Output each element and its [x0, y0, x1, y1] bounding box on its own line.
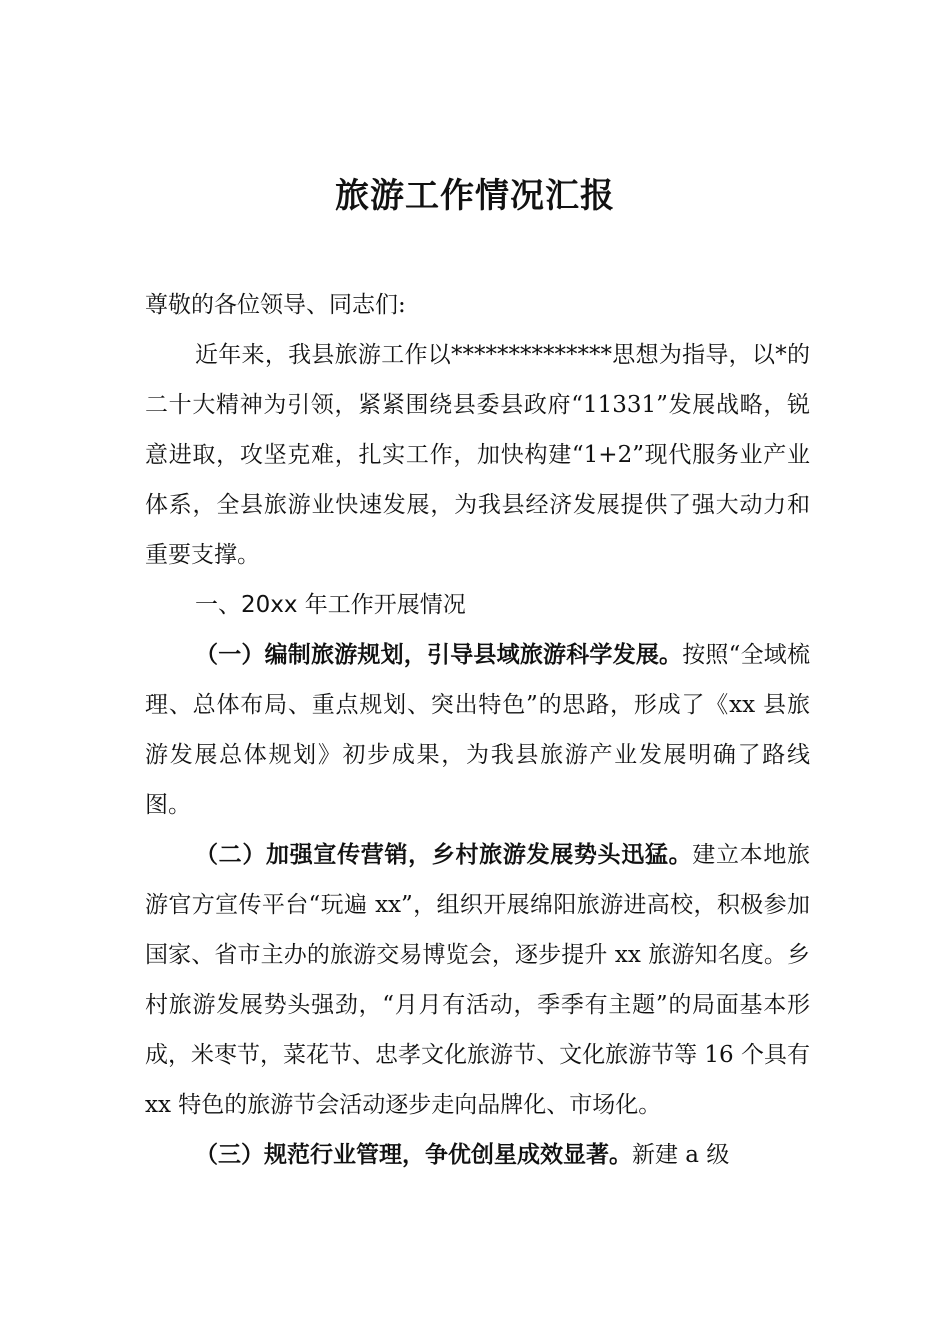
paragraph-item-3: [145, 1130, 810, 1180]
salutation: 尊敬的各位领导、同志们:: [145, 292, 406, 318]
intro-paragraph: 近年来，我县旅游工作以**************思想为指导，以*的二十大精神为引领，紧紧围绕县委县政府“11331”发展战略，锐意进取，攻坚克难，扎实工作，加快构建“1+2”现代服务业产业体系，全县旅游业快速发展，为我县经济发展提供了强大动力和重要支撑。: [145, 342, 810, 568]
paragraph-text: 新建 a 级: [632, 1142, 730, 1168]
paragraph-text: 按照“全域梳理、总体布局、重点规划、突出特色”的思路，形成了《xx 县旅游发展总体规划》初步成果，为我县旅游产业发展明确了路线图。: [145, 642, 810, 818]
paragraph-item-1: [145, 630, 810, 830]
paragraph-text: 建立本地旅游官方宣传平台“玩遍 xx”，组织开展绵阳旅游进高校，积极参加国家、省市主办的旅游交易博览会，逐步提升 xx 旅游知名度。乡村旅游发展势头强劲，“月月有活动，季季有主题”的局面基本形成，米枣节，菜花节、忠孝文化旅游节、文化旅游节等 16 个具有 xx 特色的旅游节会活动逐步走向品牌化、市场化。: [145, 842, 811, 1118]
paragraph-lead: （一）编制旅游规划，引导县域旅游科学发展。: [195, 641, 683, 668]
paragraph-lead: （三）规范行业管理，争优创星成效显著。: [195, 1141, 632, 1168]
document-body: [145, 280, 810, 1180]
document-title: 旅游工作情况汇报: [335, 176, 615, 216]
paragraph-item-2: [145, 830, 810, 1130]
section-heading: 一、20xx 年工作开展情况: [195, 592, 466, 618]
paragraph-lead: （二）加强宣传营销，乡村旅游发展势头迅猛。: [195, 841, 693, 868]
